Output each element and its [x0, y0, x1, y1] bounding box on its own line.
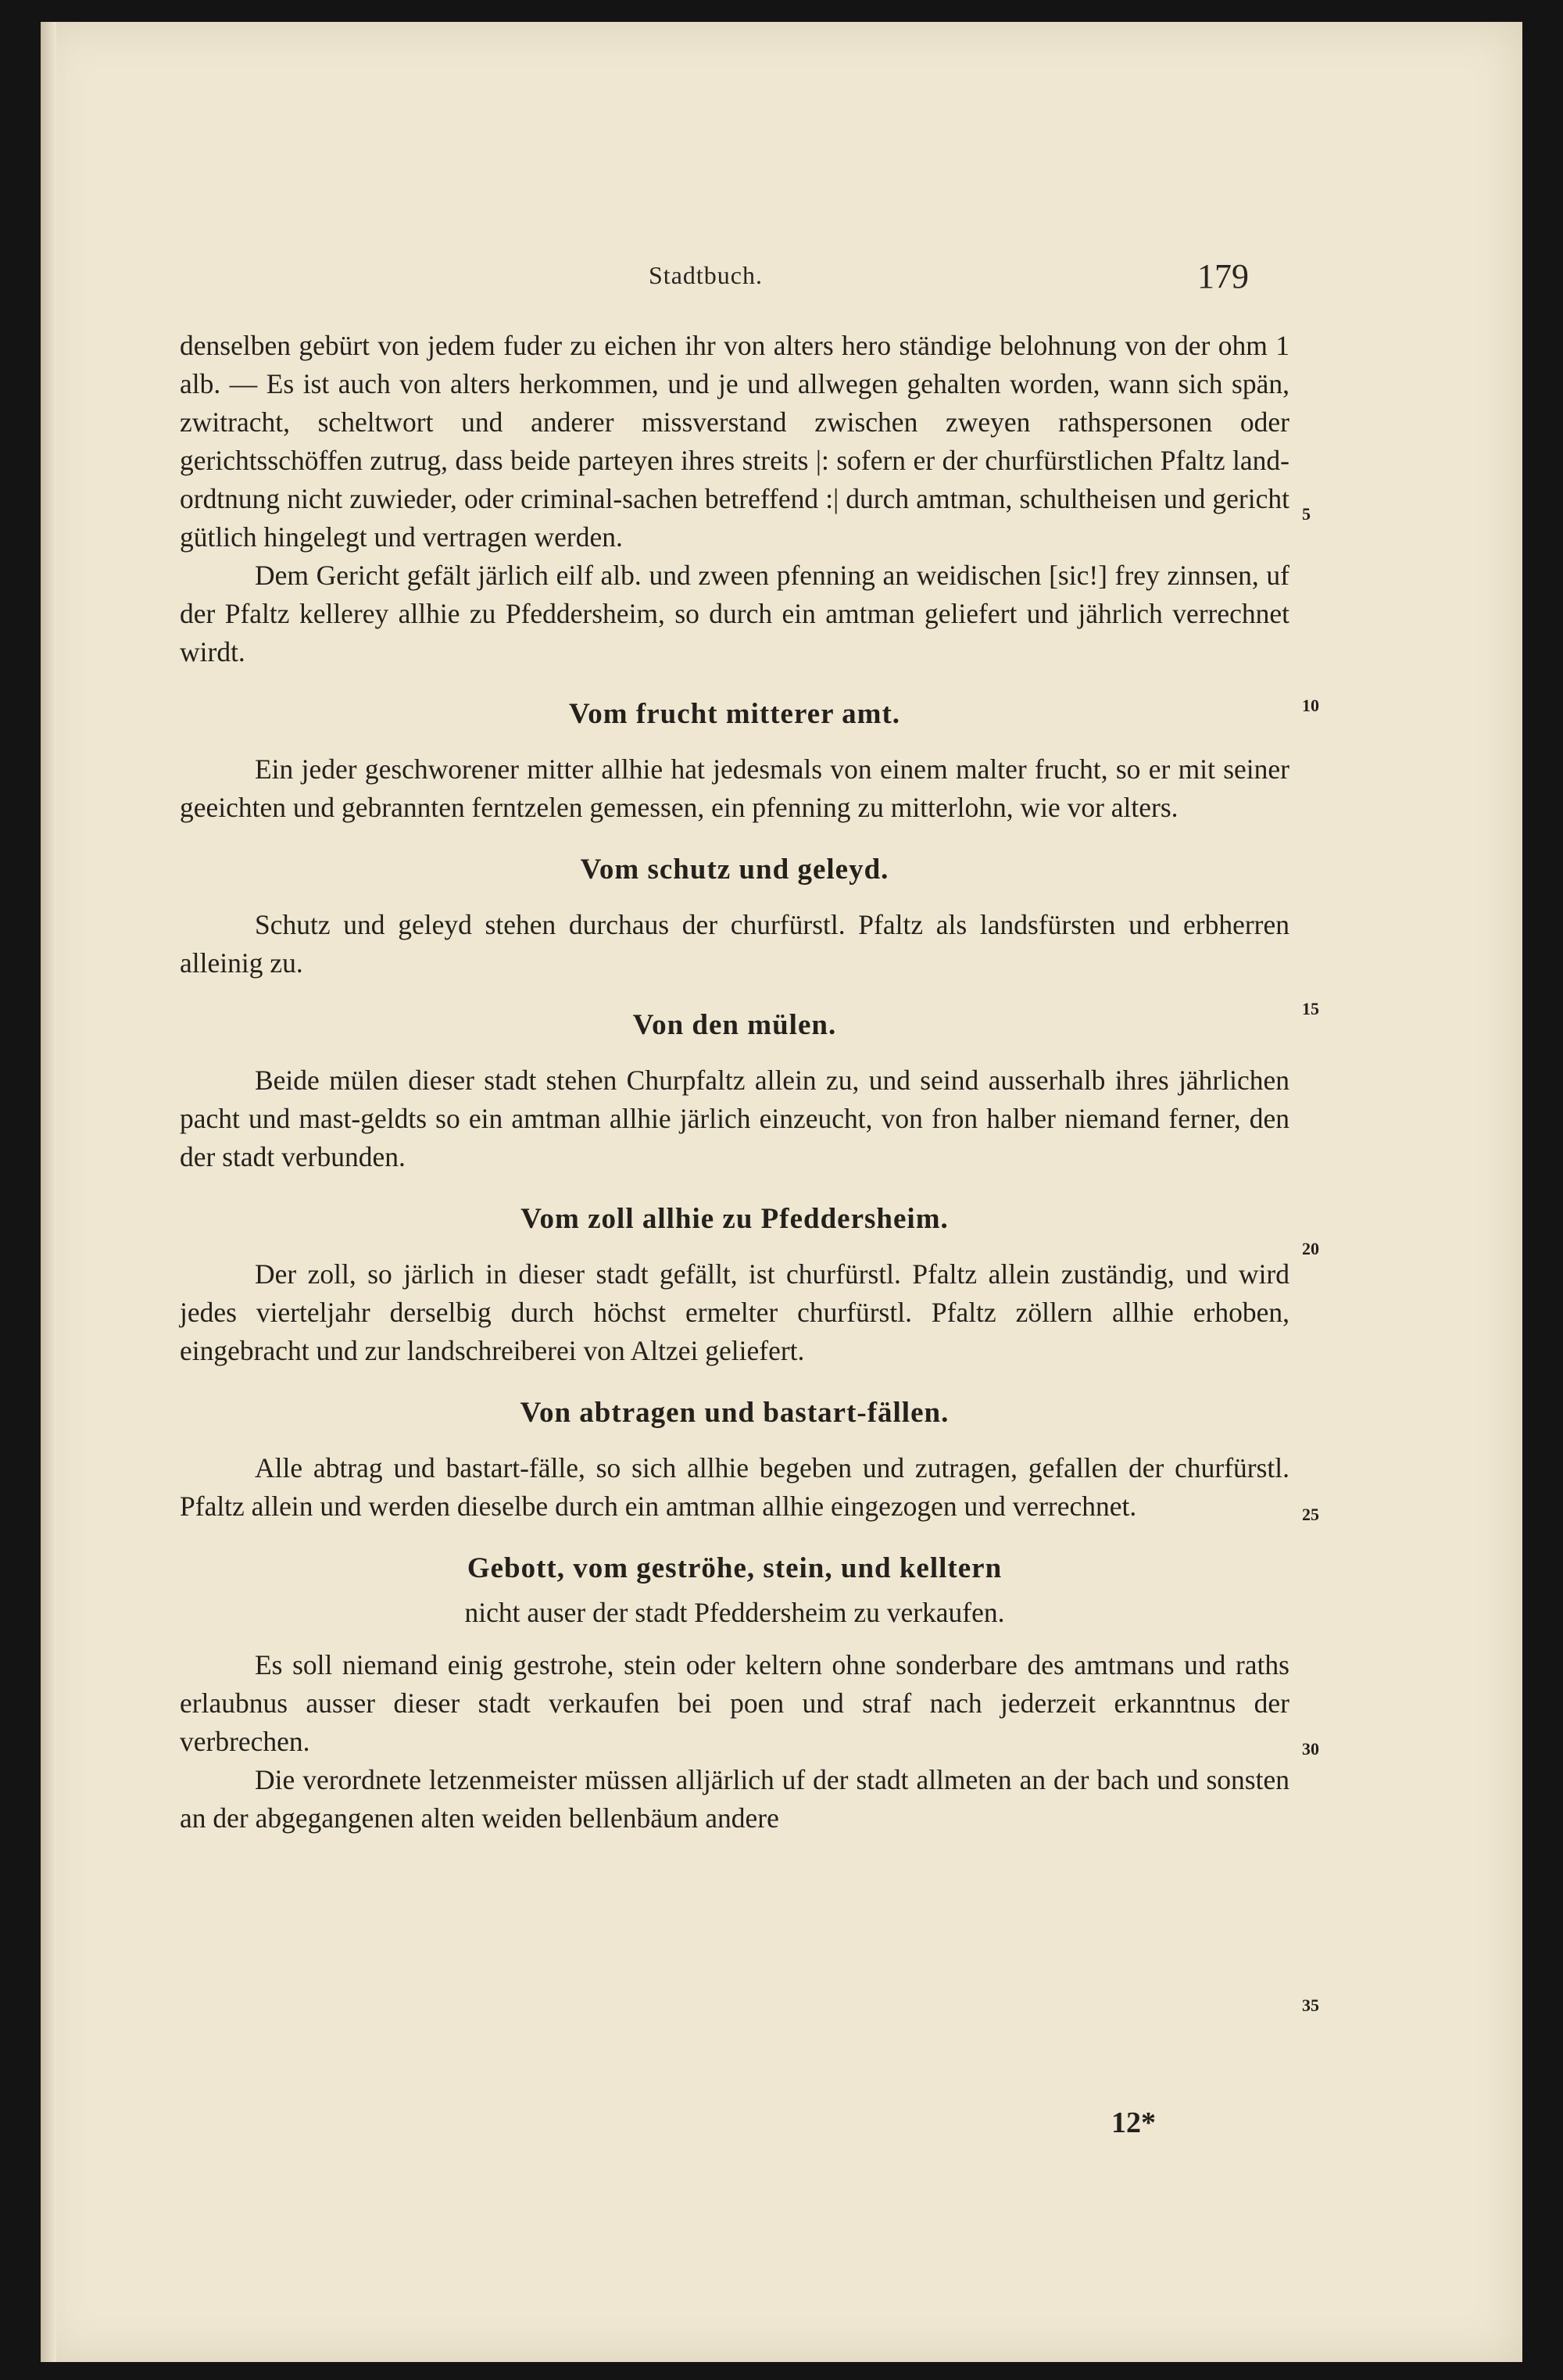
paragraph: denselben gebürt von jedem fuder zu eichen ihr von alters hero ständige belohnung von der ohm 1 alb. — Es ist auch von alters herkommen, und je und allwegen gehalten worden, wann sich spän, zwitracht, scheltwort und anderer missverstand zwischen zweyen rathspersonen oder gerichtsschöffen zutrug, dass beide parteyen ihres streits |: sofern er der churfürstlichen Pfaltz land-ordtnung nicht zuwieder, oder criminal-sachen betreffend :| durch amtman, schultheisen und gericht gütlich hingelegt und vertragen werden.	[180, 330, 1289, 553]
paragraph: Die verordnete letzenmeister müssen alljärlich uf der stadt allmeten an der bach und sonsten an der abgegangenen alten weiden bellenbäum andere	[180, 1764, 1289, 1834]
paragraph: Ein jeder geschworener mitter allhie hat jedesmals von einem malter frucht, so er mit seiner geeichten und gebrannten ferntzelen gemessen, ein pfenning zu mitterlohn, wie vor alters.	[180, 753, 1289, 823]
paragraph: Es soll niemand einig gestrohe, stein oder keltern ohne sonderbare des amtmans und raths erlaubnus ausser dieser stadt verkaufen bei poen und straf nach jederzeit erkanntnus der verbrechen.	[180, 1649, 1289, 1757]
paragraph: Der zoll, so järlich in dieser stadt gefällt, ist churfürstl. Pfaltz allein zuständig, und wird jedes vierteljahr derselbig durch höchst ermelter churfürstl. Pfaltz zöllern allhie erhoben, eingebracht und zur landschreiberei von Altzei geliefert.	[180, 1258, 1289, 1366]
body-text	[180, 327, 1289, 1838]
section-subheading: nicht auser der stadt Pfeddersheim zu verkaufen.	[464, 1597, 1005, 1628]
running-title: Stadtbuch.	[649, 261, 763, 289]
line-number: 20	[1302, 1239, 1319, 1258]
page-number: 179	[1197, 257, 1249, 295]
section-heading: Vom schutz und geleyd.	[580, 854, 889, 886]
line-number: 25	[1302, 1505, 1319, 1524]
line-number: 15	[1302, 999, 1319, 1018]
line-number: 35	[1302, 1995, 1319, 2015]
page-spine	[41, 22, 56, 2362]
signature-mark: 12*	[1111, 2106, 1156, 2139]
section-heading: Von abtragen und bastart-fällen.	[520, 1397, 950, 1429]
paragraph: Dem Gericht gefält järlich eilf alb. und zween pfenning an weidischen [sic!] frey zinnsen, uf der Pfaltz kellerey allhie zu Pfeddersheim, so durch ein amtman geliefert und jährlich verrechnet wirdt.	[180, 560, 1289, 667]
section-heading: Vom zoll allhie zu Pfeddersheim.	[520, 1203, 949, 1235]
paragraph: Alle abtrag und bastart-fälle, so sich allhie begeben und zutragen, gefallen der churfürstl. Pfaltz allein und werden dieselbe durch ein amtman allhie eingezogen und verrechnet.	[180, 1452, 1289, 1522]
section-heading: Von den mülen.	[632, 1009, 837, 1041]
paragraph: Beide mülen dieser stadt stehen Churpfaltz allein zu, und seind ausserhalb ihres jährlichen pacht und mast-geldts so ein amtman allhie järlich einzeucht, von fron halber niemand ferner, den der stadt verbunden.	[180, 1065, 1289, 1172]
paragraph: Schutz und geleyd stehen durchaus der churfürstl. Pfaltz als landsfürsten und erbherren alleinig zu.	[180, 909, 1289, 979]
line-number: 30	[1302, 1739, 1319, 1759]
page-header	[41, 256, 1522, 303]
section-heading: Gebott, vom geströhe, stein, und kelltern	[467, 1552, 1003, 1584]
book-page	[41, 22, 1522, 2362]
line-number: 5	[1302, 504, 1311, 524]
line-number: 10	[1302, 696, 1319, 715]
section-heading: Vom frucht mitterer amt.	[568, 698, 901, 730]
